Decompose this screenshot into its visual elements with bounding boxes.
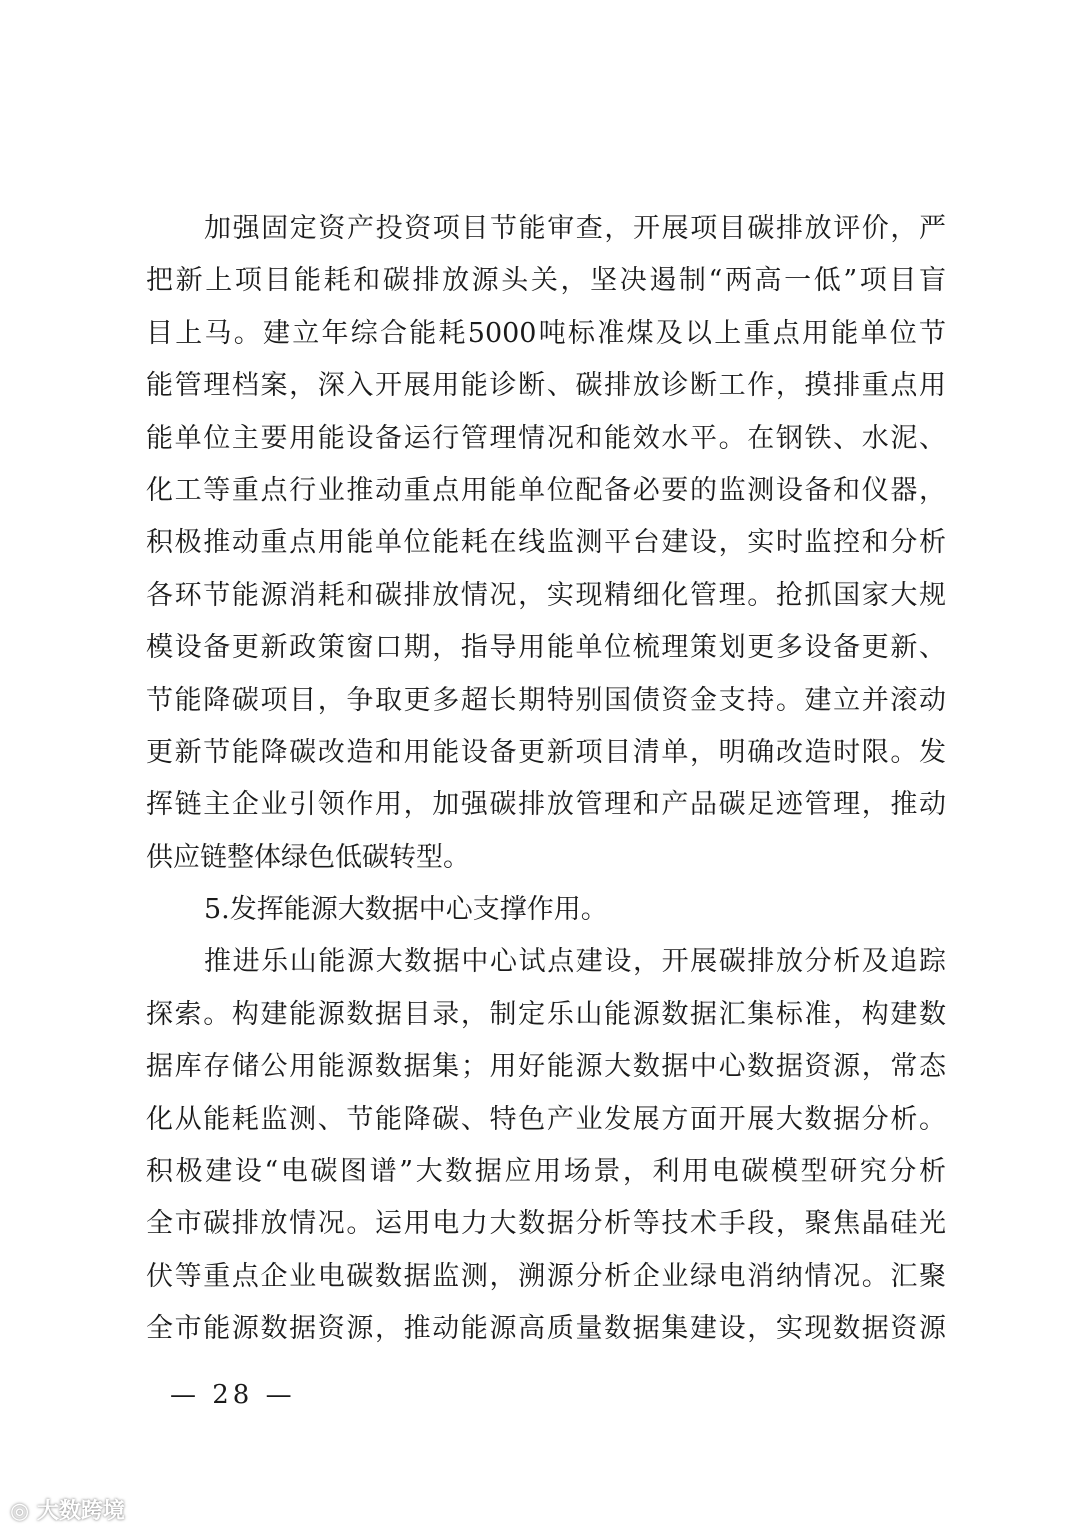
page-number: — 28 — xyxy=(170,1380,296,1410)
paragraph-line: 据库存储公用能源数据集；用好能源大数据中心数据资源，常态 xyxy=(146,1051,946,1083)
paragraph-line: 积极建设“电碳图谱”大数据应用场景，利用电碳模型研究分析 xyxy=(146,1156,946,1188)
watermark-icon: ◎ xyxy=(10,1499,37,1524)
paragraph-line: 加强固定资产投资项目节能审查，开展项目碳排放评价，严 xyxy=(204,213,946,244)
paragraph-line: 各环节能源消耗和碳排放情况，实现精细化管理。抢抓国家大规 xyxy=(146,579,946,611)
paragraph-line: 供应链整体绿色低碳转型。 xyxy=(146,841,470,873)
paragraph-line: 目上马。建立年综合能耗5000吨标准煤及以上重点用能单位节 xyxy=(146,317,946,349)
watermark-text: 大数跨境 xyxy=(36,1499,125,1524)
paragraph-line: 化工等重点行业推动重点用能单位配备必要的监测设备和仪器， xyxy=(146,474,946,506)
document-body xyxy=(146,203,946,1356)
paragraph-line: 积极推动重点用能单位能耗在线监测平台建设，实时监控和分析 xyxy=(146,527,946,559)
paragraph-line: 探索。构建能源数据目录，制定乐山能源数据汇集标准，构建数 xyxy=(146,998,946,1030)
paragraph-line: 能管理档案，深入开展用能诊断、碳排放诊断工作，摸排重点用 xyxy=(146,370,946,402)
paragraph-line: 模设备更新政策窗口期，指导用能单位梳理策划更多设备更新、 xyxy=(146,632,946,664)
paragraph-line: 全市碳排放情况。运用电力大数据分析等技术手段，聚焦晶硅光 xyxy=(146,1208,946,1240)
paragraph-line: 全市能源数据资源，推动能源高质量数据集建设，实现数据资源 xyxy=(146,1313,946,1345)
paragraph-line: 节能降碳项目，争取更多超长期特别国债资金支持。建立并滚动 xyxy=(146,684,946,716)
paragraph-line: 把新上项目能耗和碳排放源头关，坚决遏制“两高一低”项目盲 xyxy=(146,265,946,297)
paragraph-line: 挥链主企业引领作用，加强碳排放管理和产品碳足迹管理，推动 xyxy=(146,789,946,821)
paragraph-line: 更新节能降碳改造和用能设备更新项目清单，明确改造时限。发 xyxy=(146,736,946,768)
section-heading: 5.发挥能源大数据中心支撑作用。 xyxy=(204,894,608,926)
paragraph-line: 伏等重点企业电碳数据监测，溯源分析企业绿电消纳情况。汇聚 xyxy=(146,1260,946,1292)
watermark-logo xyxy=(10,1494,125,1525)
paragraph-line: 能单位主要用能设备运行管理情况和能效水平。在钢铁、水泥、 xyxy=(146,422,946,454)
paragraph-line: 化从能耗监测、节能降碳、特色产业发展方面开展大数据分析。 xyxy=(146,1103,946,1135)
paragraph-line: 推进乐山能源大数据中心试点建设，开展碳排放分析及追踪 xyxy=(204,946,946,978)
